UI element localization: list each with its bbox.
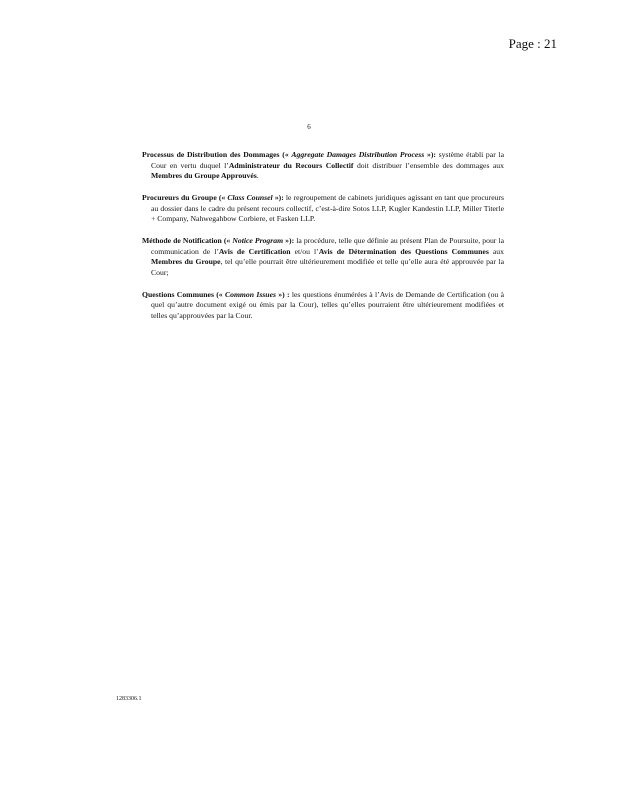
definitions-list: [142, 150, 504, 333]
definition-term: [142, 290, 290, 299]
defined-term-reference: Avis de Détermination des Questions Communes: [318, 246, 489, 256]
term-close-quote: »):: [424, 150, 436, 159]
definition-text: , tel qu’elle pourrait être ultérieurement modifiée et telle qu’elle aura été approuvée par la Cour;: [151, 257, 505, 277]
term-open-quote: («: [279, 150, 292, 159]
inner-page-number: 6: [307, 123, 311, 131]
term-close-quote: »):: [283, 236, 295, 245]
term-french: Procureurs du Groupe: [142, 193, 217, 202]
term-french: Méthode de Notification: [142, 236, 222, 245]
term-french: Questions Communes: [142, 289, 214, 299]
term-english: Notice Program: [232, 236, 284, 245]
definition-text: le regroupement de cabinets juridiques agissant en tant que procureurs au dossier dans le cadre du présent recours collectif, c’est-à-dire Sotos LLP, Kugler Kandestin LLP, Miller Titerle + Company, Nahwegahbow Corbiere, et Fasken LLP.: [151, 193, 504, 223]
definition-class-counsel: [142, 193, 504, 225]
term-english: Class Counsel: [227, 193, 273, 202]
term-english: Aggregate Damages Distribution Process: [291, 150, 425, 159]
term-french: Processus de Distribution des Dommages: [142, 150, 280, 159]
defined-term-reference: Membres du Groupe Approuvés: [151, 171, 257, 180]
defined-term-reference: Administrateur du Recours Collectif: [228, 160, 354, 170]
term-open-quote: («: [221, 236, 233, 245]
defined-term-reference: Avis de Certification: [218, 246, 291, 256]
defined-term-reference: Membres du Groupe: [151, 257, 221, 266]
definition-term: [142, 236, 294, 245]
definition-text: aux: [488, 246, 504, 256]
term-open-quote: («: [216, 193, 228, 202]
term-close-quote: ») :: [275, 289, 290, 299]
page-header: Page : 21: [508, 36, 557, 51]
definition-text: système établi par la Cour en vertu duquel l’: [151, 150, 505, 170]
term-close-quote: »):: [272, 193, 284, 202]
definition-term: [142, 150, 436, 159]
definition-aggregate-damages-process: [142, 150, 504, 182]
definition-common-issues: [142, 290, 504, 322]
term-english: Common Issues: [224, 289, 276, 299]
definition-text: doit distribuer l’ensemble des dommages aux: [353, 160, 504, 170]
definition-text: la procédure, telle que définie au présent Plan de Poursuite, pour la communication de l’: [151, 236, 504, 256]
definition-term: [142, 193, 284, 202]
definition-text: et/ou l’: [290, 246, 319, 256]
term-open-quote: («: [213, 289, 225, 299]
definition-notice-program: [142, 236, 504, 278]
document-id: 1283306.1: [116, 696, 142, 702]
definition-text: .: [256, 171, 259, 180]
definition-text: les questions énumérées à l’Avis de Demande de Certification (ou à quel qu’autre document exigé ou émis par la Cour), telles qu’elles pourraient être ultérieurement modifiées et telles qu’approuvées par la Cour.: [151, 289, 504, 320]
